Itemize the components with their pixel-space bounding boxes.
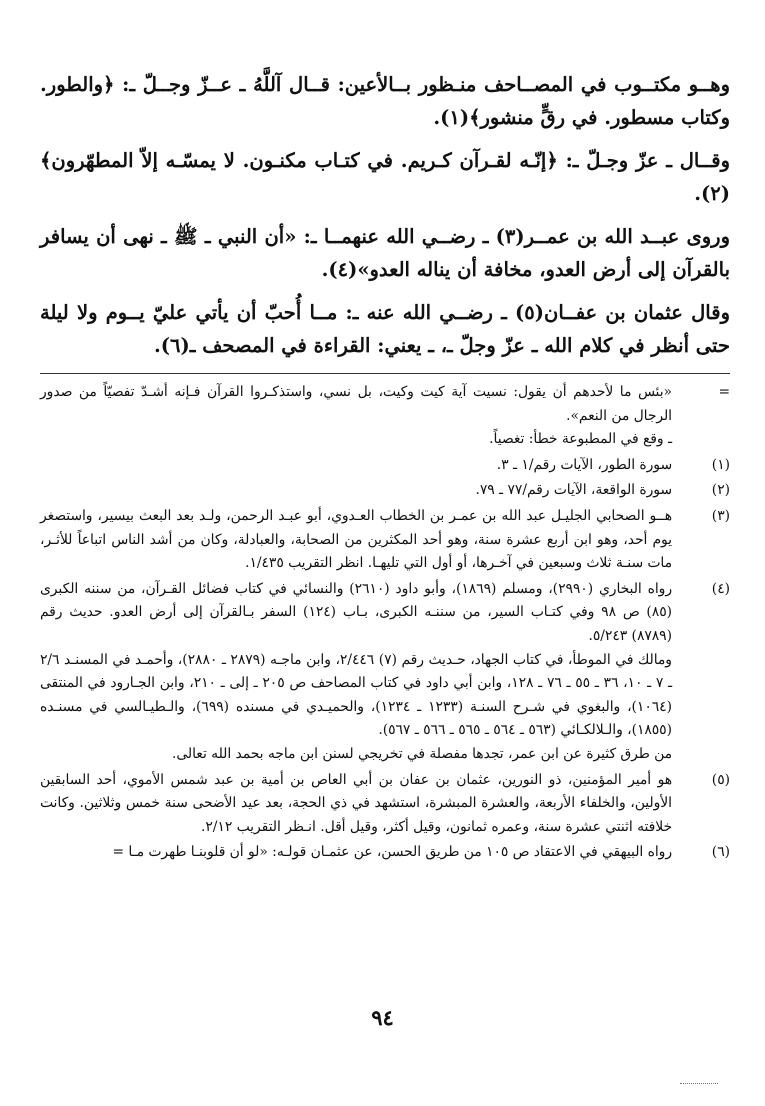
footnote xyxy=(40,769,730,840)
footnote-number: (٦) xyxy=(711,844,730,861)
footnote-text: هــو الصحابي الجليـل عبد الله بن عمـر بن الخطاب العـدوي، أبو عبـد الرحمن، ولـد بعد البعث بيسير، واستصغر يوم أحد، وهو ابن أربع عشرة سنة، وهو أحد المكثرين من الصحابة، والعبادلة، وكان من أشد الناس اتباعاً للأثـر، مات سنـة ثلاث وسبعين في آخـرها، أو أول التي تليهـا. انظر التقريب ١/٤٣٥. xyxy=(40,507,672,572)
main-paragraph: وقال عثمان بن عفــان(٥) ـ رضــي الله عنه ـ: مــا أُحبّ أن يأتي عليّ يــوم ولا ليلة حتى أنظر في كلام الله ـ عزّ وجلّ ـ، ـ يعني: القراءة في المصحف ـ(٦). xyxy=(40,301,730,357)
footnote-continued xyxy=(40,381,730,452)
main-paragraph: وهــو مكتــوب في المصــاحف منـظور بــالأعين: قــال آللَّهُ ـ عــزّ وجــلّ ـ: ﴿والطور. وكتاب مسطور. في رقٍّ منشور﴾(١). xyxy=(40,73,730,129)
footnote xyxy=(40,841,730,865)
footnote-divider xyxy=(40,373,730,374)
footnote-number: (٤) xyxy=(711,580,730,597)
footnote-text: رواه البيهقي في الاعتقاد ص ١٠٥ من طريق الحسن، عن عثمـان قولـه: «لو أن قلوبنـا طهرت مـا = xyxy=(112,844,672,861)
main-text xyxy=(40,68,730,372)
footnote-text: ـ وقع في المطبوعة خطأ: تغصياً. xyxy=(489,431,672,448)
footnote-number: (١) xyxy=(711,456,730,473)
footnote-number: (٣) xyxy=(711,507,730,524)
footnote-text: رواه البخاري (٢٩٩٠)، ومسلم (١٨٦٩)، وأبو داود (٢٦١٠) والنسائي في كتاب فضائل القـرآن، من سننه الكبرى (٨٥) ص ٩٨ وفي كتـاب السير، من سننـه الكبرى، بـاب (١٢٤) السفر بـالقرآن إلى أرض العدو. حديث رقم (٨٧٨٩) ٥/٢٤٣. xyxy=(40,580,673,644)
footnotes xyxy=(40,381,730,867)
footnote-number: (٢) xyxy=(711,482,730,499)
footnote-text: سورة الطور، الآيات رقم/١ ـ ٣. xyxy=(496,456,672,473)
footnote xyxy=(40,479,730,503)
main-paragraph: وروى عبــد الله بن عمــر(٣) ـ رضــي الله عنهمــا ـ: «أن النبي ـ ﷺ ـ نهى أن يسافر بالقرآن إلى أرض العدو، مخافة أن يناله العدو»(٤). xyxy=(40,225,731,281)
footnote-number: (٥) xyxy=(711,771,730,788)
page-number: ٩٤ xyxy=(371,1005,394,1030)
footnote-text: ومالك في الموطأ، في كتاب الجهاد، حـديث رقم (٧) ٢/٤٤٦، وابن ماجـه (٢٨٧٩ ـ ٢٨٨٠)، وأحمـد في المسنـد ٢/٦ ـ ٧ ـ ١٠، ٣٦ ـ ٥٥ ـ ٧٦ ـ ١٢٨، وابن أبي داود في كتاب المصاحف ص ٢٠٥ ـ إلى ـ ٢١٠، وابن الجـارود في المنتقى (١٠٦٤)، والبغوي في شـرح السنـة (١٢٣٣ ـ ١٢٣٤)، والحميـدي في مسنده (٦٩٩)، والـطيـالسي في مسنـده (١٨٥٥)، والـلالكـائي (٥٦٣ ـ ٥٦٤ ـ ٥٦٥ ـ ٥٦٦ ـ ٥٦٧). xyxy=(40,651,672,739)
scan-artifact xyxy=(680,1083,718,1084)
footnote xyxy=(40,578,730,767)
footnote-text: سورة الواقعة، الآيات رقم/٧٧ ـ ٧٩. xyxy=(475,482,672,499)
footnote xyxy=(40,505,730,576)
footnote-text: من طرق كثيرة عن ابن عمر، تجدها مفصلة في تخريجي لسنن ابن ماجه بحمد الله تعالى. xyxy=(172,745,672,762)
footnote-text: هو أمير المؤمنين، ذو النورين، عثمان بن عفان بن أبي العاص بن أمية بن عبد شمس الأموي، أحد السابقين الأولين، والخلفاء الأربعة، والعشرة المبشرة، استشهد في ذي الحجة، بعد عيد الأضحى سنة خمس وثلاثين. وكانت خلافته اثنتي عشرة سنة، وعمره ثمانون، وقيل أكثر، وقيل أقل. انـظر التقريب ٢/١٢. xyxy=(40,771,672,835)
main-paragraph: وقــال ـ عزّ وجـلّ ـ: ﴿إنّـه لقـرآن كـريم. في كتـاب مكنـون. لا يمسّـه إلاّ المطهّرون﴾(٢). xyxy=(40,149,730,205)
footnote-text: «بئس ما لأحدهم أن يقول: نسيت آية كيت وكيت، بل نسي، واستذكـروا القرآن فـإنه أشـدّ تفصيّاً من صدور الرجال من النعم». xyxy=(40,384,672,424)
footnote xyxy=(40,454,730,478)
footnote-number: = xyxy=(718,384,730,400)
